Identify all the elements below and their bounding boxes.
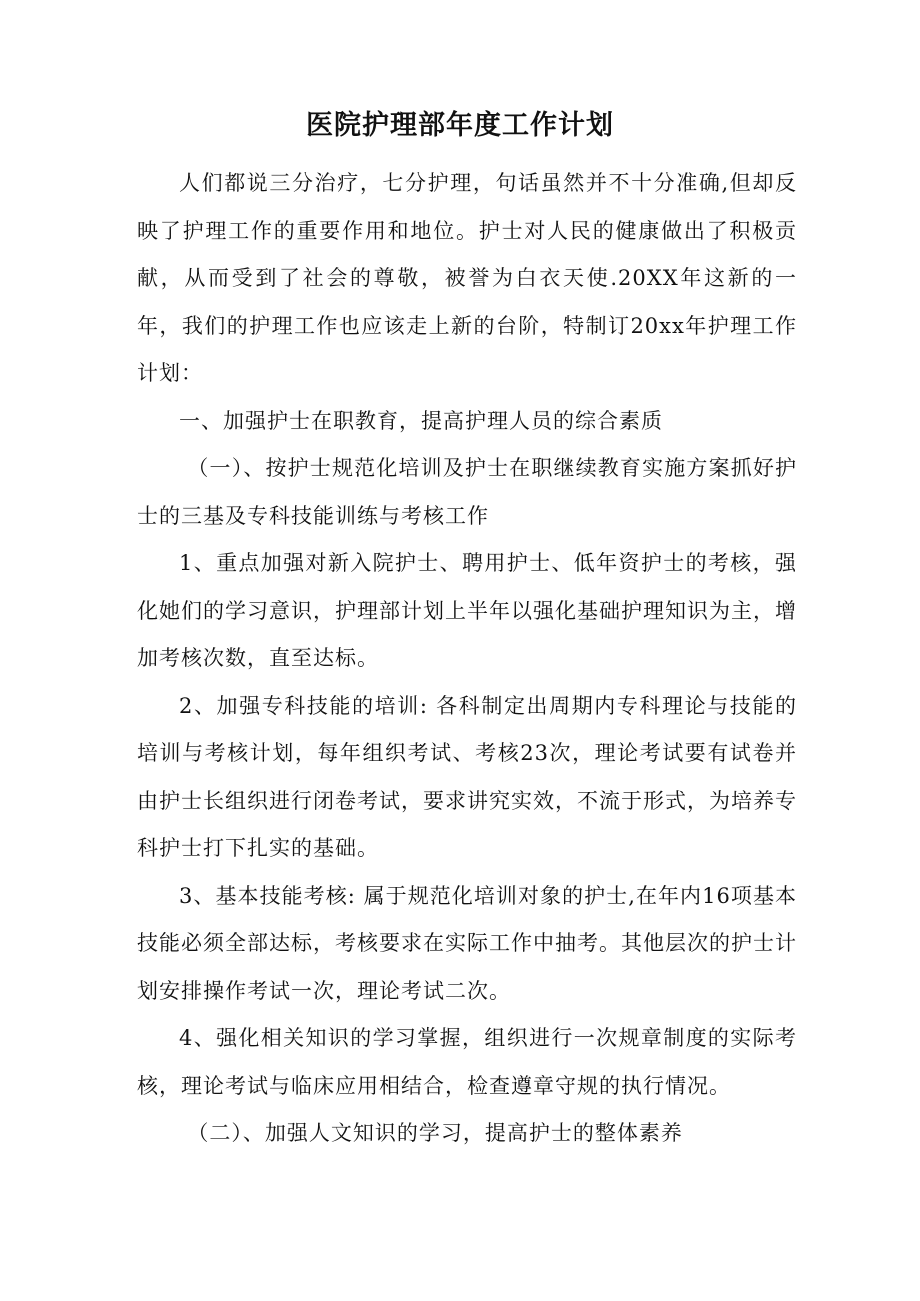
item-paragraph-2: 2、加强专科技能的培训: 各科制定出周期内专科理论与技能的培训与考核计划，每年组织考试、考核23次，理论考试要有试卷并由护士长组织进行闭卷考试，要求讲究实效，不流于形式，为培养专科护士打下扎实的基础。	[137, 693, 797, 860]
item-paragraph-4: 4、强化相关知识的学习掌握，组织进行一次规章制度的实际考核，理论考试与临床应用相结合，检查遵章守规的执行情况。	[137, 1026, 797, 1098]
intro-paragraph: 人们都说三分治疗，七分护理，句话虽然并不十分准确,但却反映了护理工作的重要作用和地位。护士对人民的健康做出了积极贡献，从而受到了社会的尊敬，被誉为白衣天使.20XX年这新的一年，我们的护理工作也应该走上新的台阶，特制订20xx年护理工作计划：	[137, 171, 797, 385]
subsection-heading-2: （二）、加强人文知识的学习，提高护士的整体素养	[187, 1121, 683, 1145]
section-heading-1: 一、加强护士在职教育，提高护理人员的综合素质	[179, 408, 663, 433]
item-paragraph-1: 1、重点加强对新入院护士、聘用护士、低年资护士的考核，强化她们的学习意识，护理部计划上半年以强化基础护理知识为主，增加考核次数，直至达标。	[137, 551, 797, 670]
document-body	[137, 160, 797, 1158]
item-paragraph-3: 3、基本技能考核: 属于规范化培训对象的护士,在年内16项基本技能必须全部达标，考核要求在实际工作中抽考。其他层次的护士计划安排操作考试一次，理论考试二次。	[137, 883, 797, 1003]
subsection-heading-1: （一）、按护士规范化培训及护士在职继续教育实施方案抓好护士的三基及专科技能训练与考核工作	[137, 456, 797, 528]
document-title: 医院护理部年度工作计划	[306, 110, 614, 141]
